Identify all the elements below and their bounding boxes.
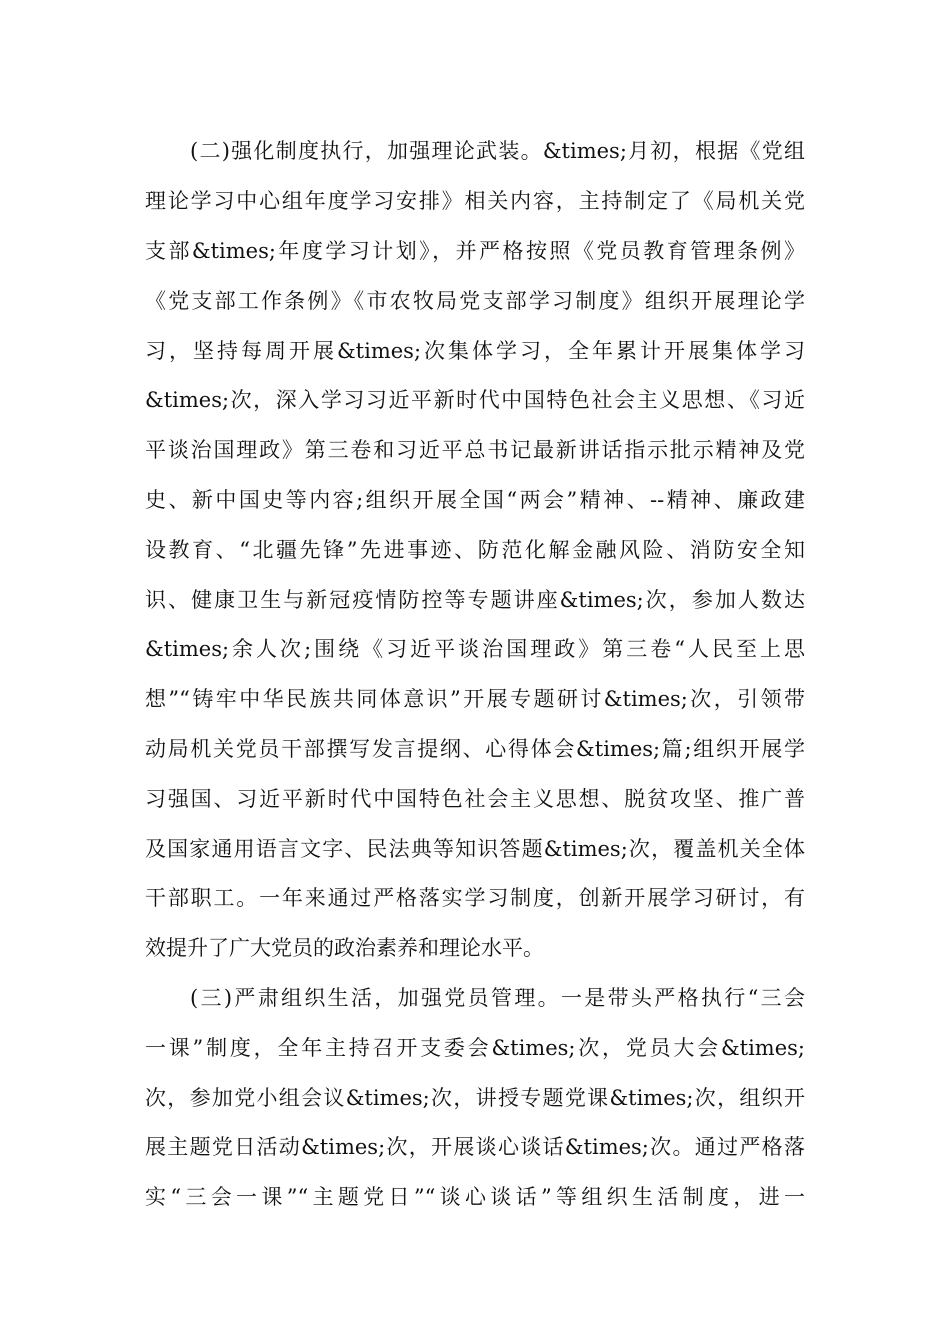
paragraph-2-line-15: 及国家通用语言文字、民法典等知识答题&times;次，覆盖机关全体 bbox=[145, 837, 805, 861]
paragraph-3-line-3: 次，参加党小组会议&times;次，讲授专题党课&times;次，组织开 bbox=[145, 1086, 805, 1110]
paragraph-3-line-4: 展主题党日活动&times;次，开展谈心谈话&times;次。通过严格落 bbox=[145, 1135, 805, 1159]
paragraph-2-line-2: 理论学习中心组年度学习安排》相关内容，主持制定了《局机关党 bbox=[145, 189, 805, 213]
paragraph-2-line-8: 史、新中国史等内容;组织开展全国“两会”精神、--精神、廉政建 bbox=[145, 488, 805, 512]
paragraph-3-line-1: (三)严肃组织生活，加强党员管理。一是带头严格执行“三会 bbox=[190, 986, 805, 1010]
paragraph-2-line-6: &times;次，深入学习习近平新时代中国特色社会主义思想、《习近 bbox=[145, 388, 805, 412]
paragraph-2-line-17: 效提升了广大党员的政治素养和理论水平。 bbox=[145, 936, 544, 960]
paragraph-3-line-2: 一课”制度，全年主持召开支委会&times;次，党员大会&times; bbox=[145, 1036, 805, 1060]
paragraph-2-line-10: 识、健康卫生与新冠疫情防控等专题讲座&times;次，参加人数达 bbox=[145, 588, 805, 612]
paragraph-2-line-16: 干部职工。一年来通过严格落实学习制度，创新开展学习研讨，有 bbox=[145, 886, 805, 910]
paragraph-2-line-14: 习强国、习近平新时代中国特色社会主义思想、脱贫攻坚、推广普 bbox=[145, 787, 805, 811]
paragraph-2-line-11: &times;余人次;围绕《习近平谈治国理政》第三卷“人民至上思 bbox=[145, 637, 805, 661]
paragraph-2-line-7: 平谈治国理政》第三卷和习近平总书记最新讲话指示批示精神及党 bbox=[145, 438, 805, 462]
paragraph-3-line-5: 实“三会一课”“主题党日”“谈心谈话”等组织生活制度，进一 bbox=[145, 1185, 805, 1209]
paragraph-2-line-5: 习，坚持每周开展&times;次集体学习，全年累计开展集体学习 bbox=[145, 339, 805, 363]
paragraph-2-line-3: 支部&times;年度学习计划》，并严格按照《党员教育管理条例》 bbox=[145, 239, 805, 263]
paragraph-2-line-13: 动局机关党员干部撰写发言提纲、心得体会&times;篇;组织开展学 bbox=[145, 737, 805, 761]
paragraph-2-line-4: 《党支部工作条例》《市农牧局党支部学习制度》组织开展理论学 bbox=[145, 289, 805, 313]
paragraph-2-line-9: 设教育、“北疆先锋”先进事迹、防范化解金融风险、消防安全知 bbox=[145, 538, 805, 562]
paragraph-2-line-1: (二)强化制度执行，加强理论武装。&times;月初，根据《党组 bbox=[190, 139, 805, 163]
paragraph-2-line-12: 想”“铸牢中华民族共同体意识”开展专题研讨&times;次，引领带 bbox=[145, 687, 805, 711]
